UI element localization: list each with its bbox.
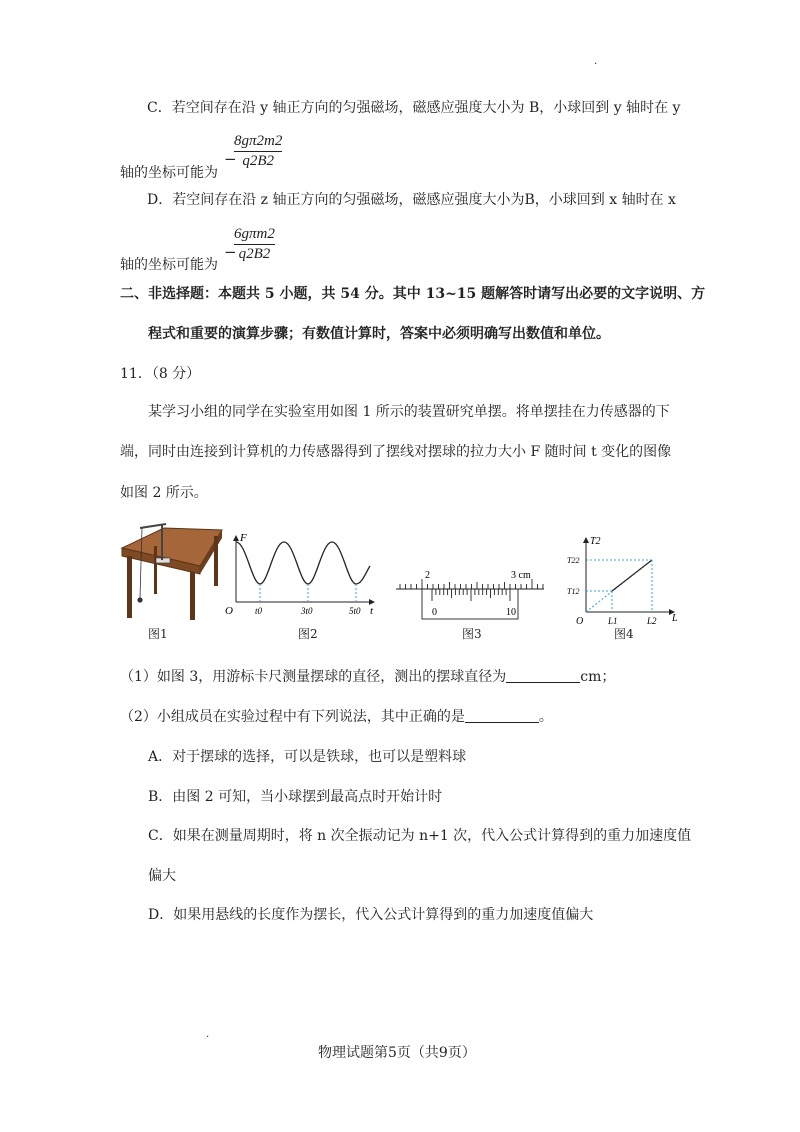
page-footer: 物理试题第5页（共9页）: [318, 1045, 476, 1061]
answer-blank-1[interactable]: [506, 668, 580, 683]
option-d-sign: −: [224, 243, 237, 261]
option-c-denominator: q2B2: [242, 153, 275, 169]
choice-b: B．由图 2 可知，当小球摆到最高点时开始计时: [148, 789, 443, 805]
subquestion-2-end: 。: [538, 709, 553, 725]
q11-header: 11．（8 分）: [120, 366, 201, 382]
subquestion-1-unit: cm；: [580, 669, 616, 685]
option-c-fraction: [234, 133, 282, 170]
choice-c-line2: 偏大: [148, 868, 176, 884]
fig2-tick-t0: t0: [255, 606, 263, 616]
fig2-tick-5t0: 5t0: [349, 606, 361, 616]
fig3-label-3cm: 3 cm: [511, 570, 531, 581]
option-d-denominator: q2B2: [238, 246, 271, 262]
q11-para2: 端，同时由连接到计算机的力传感器得到了摆线对摆球的拉力大小 F 随时间 t 变化的图像: [120, 444, 672, 460]
fraction-bar: [234, 244, 275, 245]
fig3-label-0: 0: [432, 607, 437, 618]
fig2-x-label: t: [370, 605, 374, 617]
fig4-y-label: T2: [590, 536, 601, 547]
section2-line2: 程式和重要的演算步骤；有数值计算时，答案中必须明确写出数值和单位。: [148, 326, 610, 342]
fig4-y-tick-t12: T12: [567, 587, 580, 596]
fig4-x-label: L: [672, 613, 678, 624]
subquestion-1: [120, 667, 615, 687]
fig3-label-10: 10: [506, 607, 516, 618]
q11-para1: 某学习小组的同学在实验室用如图 1 所示的装置研究单摆。将单摆挂在力传感器的下: [148, 404, 670, 420]
subquestion-2-text: （2）小组成员在实验过程中有下列说法，其中正确的是: [120, 709, 465, 725]
vernier-scale: [432, 589, 510, 601]
choice-d: D．如果用悬线的长度作为摆长，代入公式计算得到的重力加速度值偏大: [148, 907, 594, 923]
fig4-x-tick-l1: L1: [608, 616, 618, 626]
figure-2-force-graph: [222, 532, 382, 620]
subquestion-2: [120, 707, 553, 727]
top-mark: .: [594, 56, 598, 67]
option-d-line1: D．若空间存在沿 z 轴正方向的匀强磁场，磁感应强度大小为B，小球回到 x 轴时在 x: [147, 192, 676, 208]
fig4-origin: O: [576, 616, 584, 627]
section2-line1: 二、非选择题：本题共 5 小题，共 54 分。其中 13~15 题解答时请写出必要的文字说明、方: [120, 286, 706, 302]
figure-1-apparatus: [118, 518, 224, 622]
subquestion-1-text: （1）如图 3，用游标卡尺测量摆球的直径，测出的摆球直径为: [120, 669, 507, 685]
option-c-sign: −: [224, 150, 237, 168]
option-d-fraction: [234, 226, 275, 263]
figure-3-caption: 图3: [462, 627, 482, 641]
answer-blank-2[interactable]: [465, 708, 539, 723]
fig4-y-tick-t22: T22: [567, 556, 580, 565]
figure-4-caption: 图4: [614, 627, 634, 641]
fig2-y-label: F: [240, 532, 247, 544]
option-d-line2: 轴的坐标可能为: [120, 257, 218, 273]
choice-a: A．对于摆球的选择，可以是铁球，也可以是塑料球: [148, 749, 467, 765]
figure-4-t2-l-graph: [566, 532, 682, 628]
fig2-tick-3t0: 3t0: [301, 606, 313, 616]
figure-3-vernier-caliper: [394, 565, 546, 621]
option-c-line1: C．若空间存在沿 y 轴正方向的匀强磁场，磁感应强度大小为 B，小球回到 y 轴时在 y: [147, 100, 681, 116]
fig3-label-2: 2: [425, 570, 430, 581]
figure-1-caption: 图1: [148, 627, 168, 641]
option-d-numerator: 6gπm2: [234, 226, 275, 242]
fig2-origin: O: [225, 605, 233, 617]
fraction-bar: [234, 151, 282, 152]
option-c-numerator: 8gπ2m2: [234, 133, 283, 149]
footer-mark: .: [206, 1029, 210, 1040]
fig4-x-tick-l2: L2: [647, 616, 657, 626]
option-c-line2: 轴的坐标可能为: [120, 165, 218, 181]
choice-c-line1: C．如果在测量周期时，将 n 次全振动记为 n+1 次，代入公式计算得到的重力加速度值: [148, 828, 692, 844]
figure-2-caption: 图2: [298, 627, 318, 641]
q11-para3: 如图 2 所示。: [120, 485, 208, 501]
